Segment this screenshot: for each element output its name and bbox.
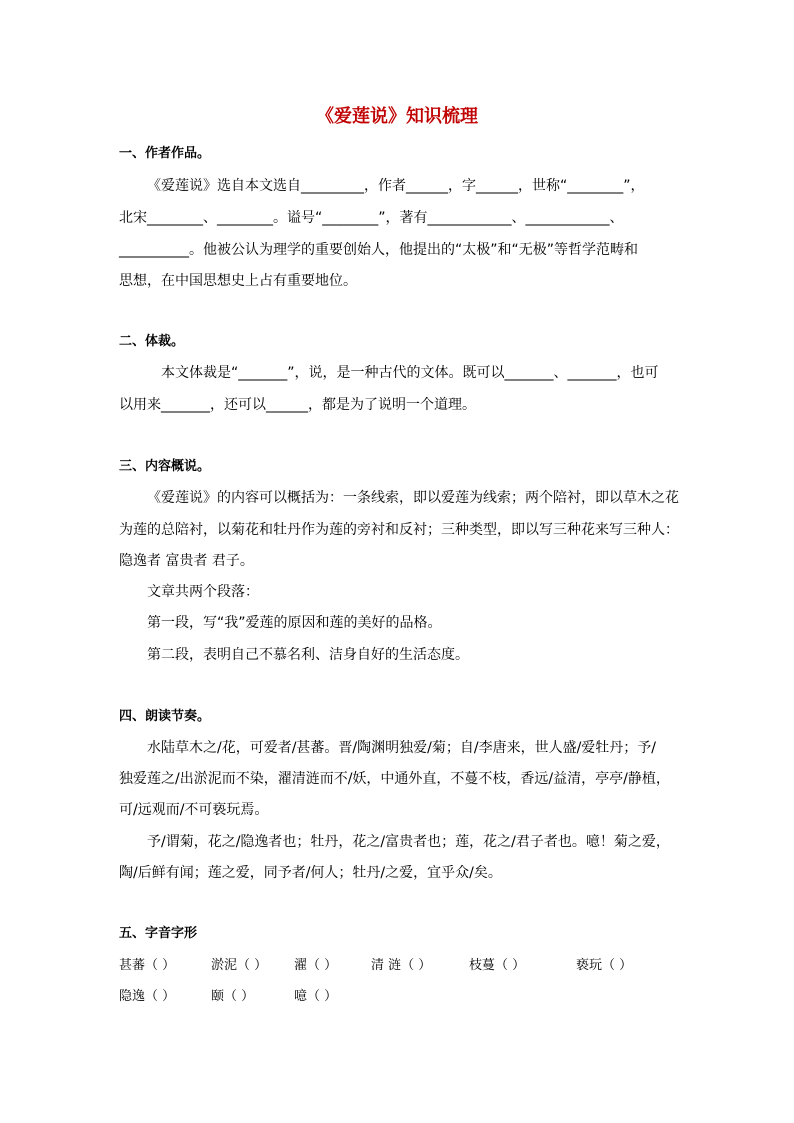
- paragraph-line: 本文体裁是“_______”，说，是一种古代的文体。既可以_______、_______，也可: [161, 365, 659, 381]
- paragraph-line: 予/谓菊，花之/隐逸者也；牡丹，花之/富贵者也；莲，花之/君子者也。噫！菊之爱，: [147, 834, 670, 850]
- section-heading-content: 三、内容概说。: [119, 459, 211, 474]
- pronunciation-item: 颐（ ）: [211, 989, 255, 1004]
- section-heading-genre: 二、体裁。: [119, 334, 185, 349]
- pronunciation-item: 濯（ ）: [294, 958, 338, 973]
- pronunciation-item: 隐逸（ ）: [119, 989, 176, 1004]
- section-heading-author: 一、作者作品。: [119, 146, 211, 161]
- section-heading-rhythm: 四、朗读节奏。: [119, 709, 211, 724]
- pronunciation-item: 甚蕃（ ）: [119, 958, 176, 973]
- document-title: 《爱莲说》知识梳理: [316, 106, 478, 127]
- paragraph-line: 第二段，表明自己不慕名利、洁身自好的生活态度。: [147, 647, 469, 663]
- paragraph-line: 北宋________、________。谥号“________”，著有____________、____________、: [119, 210, 624, 226]
- paragraph-line: 为莲的总陪衬，以菊花和牡丹作为莲的旁衬和反衬；三种类型，即以写三种花来写三种人：: [119, 522, 679, 538]
- paragraph-line: 独爱莲之/出淤泥而不染，濯清涟而不/妖，中通外直，不蔓不枝，香远/益清，亭亭/静植，: [119, 771, 670, 787]
- paragraph-line: 《爱莲说》的内容可以概括为：一条线索，即以爱莲为线索；两个陪衬，即以草木之花: [147, 490, 679, 506]
- paragraph-line: 《爱莲说》选自本文选自_________，作者______，字______，世称“________”，: [147, 178, 645, 194]
- paragraph-line: 陶/后鲜有闻；莲之爱，同予者/何人；牡丹/之爱，宜乎众/矣。: [119, 865, 502, 881]
- section-heading-pronunciation: 五、字音字形: [119, 926, 198, 941]
- paragraph-line: 水陆草木之/花，可爱者/甚蕃。晋/陶渊明独爱/菊；自/李唐来，世人盛/爱牡丹；予/: [147, 740, 657, 756]
- pronunciation-item: 噫（ ）: [294, 989, 338, 1004]
- pronunciation-item: 枝蔓（ ）: [469, 958, 526, 973]
- paragraph-line: 隐逸者 富贵者 君子。: [119, 553, 254, 569]
- pronunciation-item: 清 涟（ ）: [371, 958, 432, 973]
- paragraph-line: __________。他被公认为理学的重要创始人，他提出的“太极”和“无极”等哲学范畴和: [119, 242, 639, 258]
- pronunciation-item: 淤泥（ ）: [211, 958, 268, 973]
- pronunciation-item: 亵玩（ ）: [576, 958, 633, 973]
- paragraph-line: 第一段，写“我”爱莲的原因和莲的美好的品格。: [147, 615, 442, 631]
- paragraph-line: 文章共两个段落：: [147, 584, 259, 600]
- paragraph-line: 以用来_______，还可以______，都是为了说明一个道理。: [119, 397, 476, 413]
- paragraph-line: 可/远观而/不可亵玩焉。: [119, 802, 269, 818]
- paragraph-line: 思想，在中国思想史上占有重要地位。: [119, 273, 357, 289]
